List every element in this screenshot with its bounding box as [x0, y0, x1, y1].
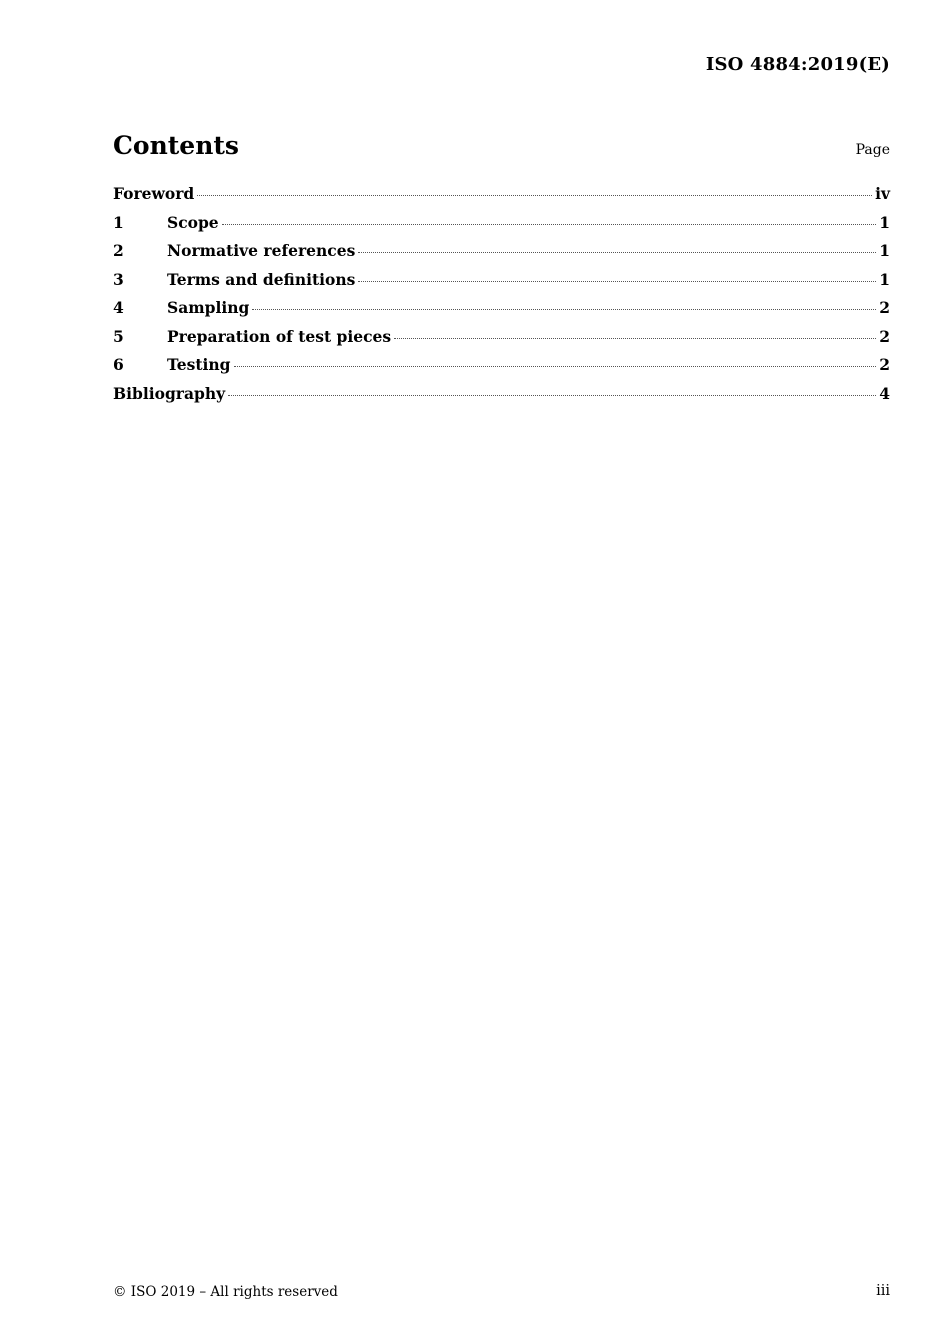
toc-entry-page: 1: [879, 212, 890, 232]
toc-entry-number: 5: [113, 326, 124, 346]
toc-entry-title: Normative references: [167, 241, 356, 260]
toc-dot-leader: [222, 224, 877, 225]
toc-dot-leader: [358, 281, 876, 282]
toc-dot-leader: [234, 366, 877, 367]
footer-copyright: © ISO 2019 – All rights reserved: [113, 1284, 338, 1300]
toc-entry-page: 2: [879, 355, 890, 374]
toc-entry-foreword[interactable]: [113, 184, 890, 213]
toc-entry-page: 4: [879, 383, 890, 403]
page-column-label: Page: [855, 142, 890, 158]
toc-entry-title: Terms and definitions: [167, 269, 356, 289]
toc-entry-bibliography[interactable]: [113, 384, 890, 413]
toc-entry-number: 2: [113, 241, 124, 260]
toc-entry-page: 1: [879, 241, 890, 260]
toc-entry-number: 1: [113, 212, 124, 232]
toc-entry-number: 4: [113, 298, 124, 317]
toc-entry-title: Preparation of test pieces: [167, 326, 392, 346]
toc-entry-page: 2: [879, 298, 890, 317]
footer-page-number: iii: [876, 1283, 890, 1299]
toc-entry-preparation-of-test-pieces[interactable]: [113, 327, 890, 356]
toc-entry-normative-references[interactable]: [113, 241, 890, 270]
toc-entry-title: Sampling: [167, 298, 250, 317]
toc-entry-number: 6: [113, 355, 124, 374]
toc-entry-title: Bibliography: [113, 383, 226, 403]
toc-dot-leader: [228, 395, 876, 396]
toc-entry-scope[interactable]: [113, 213, 890, 242]
document-id: ISO 4884:2019(E): [705, 54, 890, 75]
toc-dot-leader: [358, 252, 876, 253]
toc-entry-testing[interactable]: [113, 355, 890, 384]
contents-heading: Contents: [113, 131, 240, 160]
toc-entry-title: Foreword: [113, 184, 195, 203]
toc-entry-number: 3: [113, 269, 124, 289]
toc-dot-leader: [252, 309, 876, 310]
toc-entry-page: iv: [875, 184, 890, 203]
table-of-contents: [113, 184, 890, 412]
toc-entry-page: 2: [879, 326, 890, 346]
toc-entry-title: Testing: [167, 355, 231, 374]
toc-dot-leader: [394, 338, 876, 339]
toc-dot-leader: [197, 195, 872, 196]
toc-entry-terms-and-definitions[interactable]: [113, 270, 890, 299]
toc-entry-title: Scope: [167, 212, 219, 232]
toc-entry-sampling[interactable]: [113, 298, 890, 327]
toc-entry-page: 1: [879, 269, 890, 289]
